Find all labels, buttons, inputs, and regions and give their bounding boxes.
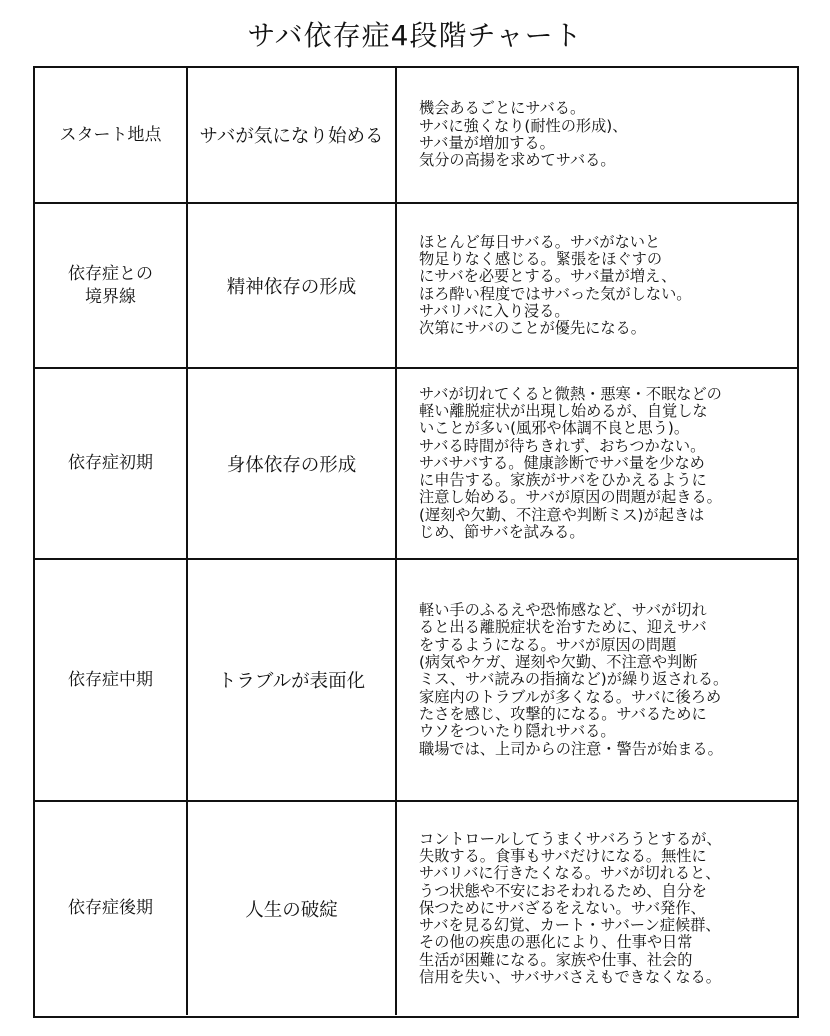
description-cell: コントロールしてうまくサバろうとするが、 失敗する。食事もサバだけになる。無性に サバリバに行きたくなる。サバが切れると、 うつ状態や不安におそわれるため、自分を 保つためにサバざるをえない。サバ発作、 サバを見る幻覚、カート・サバーン症候群、 その他の疾患の悪化により、仕事や日常 生活が困難になる。家族や仕事、社会的 信用を失い、サバサバさえもできなくなる。 <box>419 829 722 987</box>
table-row <box>35 68 797 204</box>
table-row <box>35 802 797 1015</box>
state-cell: 精神依存の形成 <box>188 204 397 367</box>
state-cell: 身体依存の形成 <box>188 369 397 558</box>
description-cell: 軽い手のふるえや恐怖感など、サバが切れ ると出る離脱症状を治すために、迎えサバ をするようになる。サバが原因の問題 (病気やケガ、遅刻や欠勤、不注意や判断 ミス、サバ読みの指摘など)が繰り返される。 家庭内のトラブルが多くなる。サバに後ろめ たさを感じ、攻撃的になる。サバるために ウソをついたり隠れサバる。 職場では、上司からの注意・警告が始まる。 <box>419 601 729 758</box>
state-cell: トラブルが表面化 <box>188 560 397 800</box>
description-cell: サバが切れてくると微熱・悪寒・不眠などの 軽い離脱症状が出現し始めるが、自覚しな いことが多い(風邪や体調不良と思う)。 サバる時間が待ちきれず、おちつかない。 サバサバする。健康診断でサバ量を少なめ に申告する。家族がサバをひかえるように 注意し始める。サバが原因の問題が起きる。 (遅刻や欠勤、不注意や判断ミス)が起きは じめ、節サバを試みる。 <box>419 384 722 542</box>
stage-cell: 依存症中期 <box>35 560 188 800</box>
stage-cell: スタート地点 <box>35 68 188 202</box>
stage-table <box>33 66 799 1018</box>
state-cell: 人生の破綻 <box>188 802 397 1015</box>
description-cell: ほとんど毎日サバる。サバがないと 物足りなく感じる。緊張をほぐすの にサバを必要とする。サバ量が増え、 ほろ酔い程度ではサバった気がしない。 サバリバに入り浸る。 次第にサバのことが優先になる。 <box>419 232 692 338</box>
description-cell: 機会あるごとにサバる。 サバに強くなり(耐性の形成)、 サバ量が増加する。 気分の高揚を求めてサバる。 <box>419 99 628 170</box>
stage-cell: 依存症との 境界線 <box>35 204 188 367</box>
state-cell: サバが気になり始める <box>188 68 397 202</box>
table-row <box>35 369 797 560</box>
table-row <box>35 560 797 802</box>
table-row <box>35 204 797 369</box>
stage-cell: 依存症初期 <box>35 369 188 558</box>
page-title: サバ依存症4段階チャート <box>247 19 583 52</box>
stage-cell: 依存症後期 <box>35 802 188 1015</box>
